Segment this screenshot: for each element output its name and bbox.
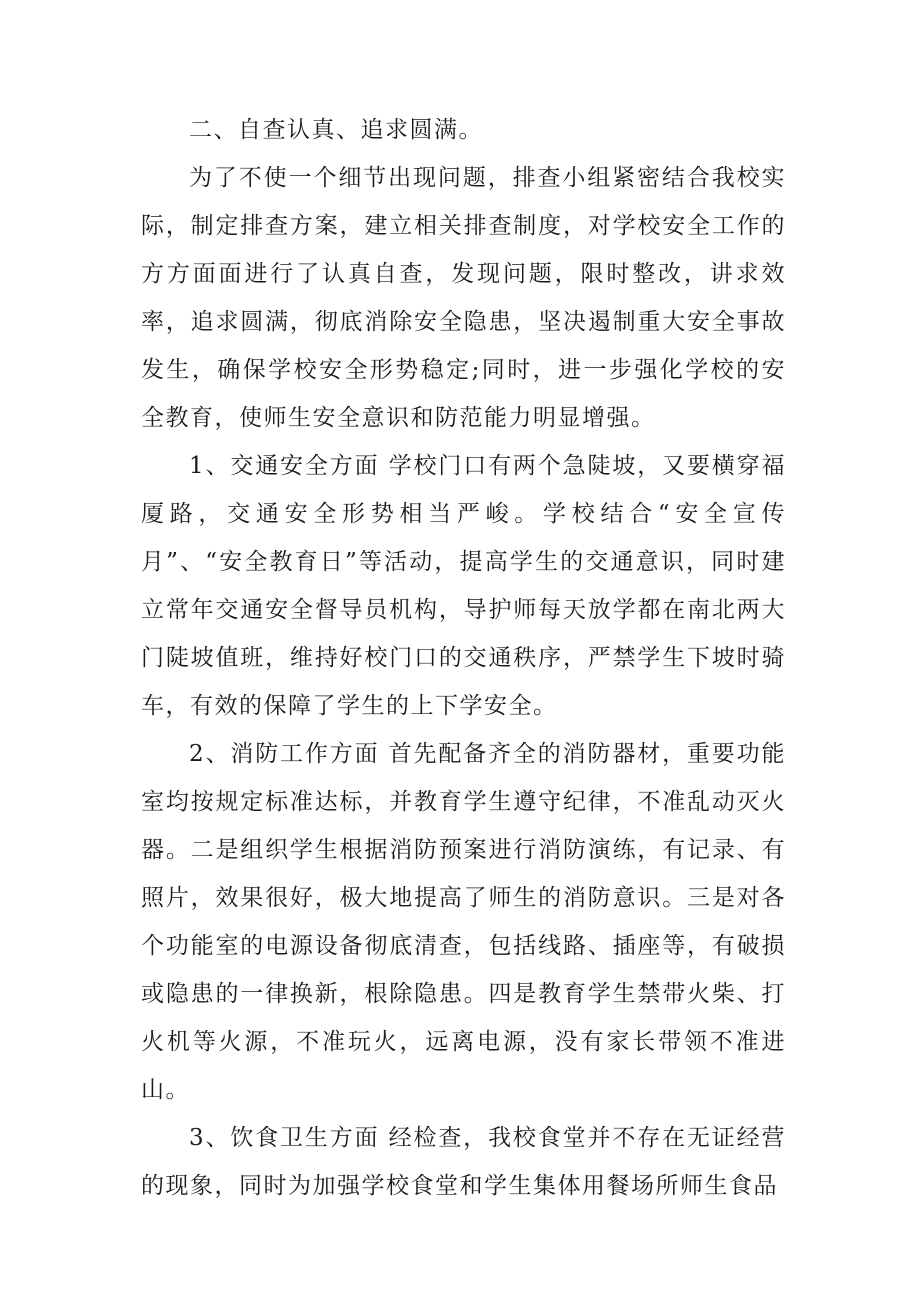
paragraph-fire-safety: 2、消防工作方面 首先配备齐全的消防器材，重要功能室均按规定标准达标，并教育学生遵守纪律，不准乱动灭火器。二是组织学生根据消防预案进行消防演练，有记录、有照片，效果很好，极大地提高了师生的消防意识。三是对各个功能室的电源设备彻底清查，包括线路、插座等，有破损或隐患的一律换新，根除隐患。四是教育学生禁带火柴、打火机等火源，不准玩火，远离电源，没有家长带领不准进山。 <box>141 741 786 1103</box>
section-heading: 二、自查认真、追求圆满。 <box>189 117 483 143</box>
document-body <box>141 106 786 1210</box>
paragraph-traffic-safety: 1、交通安全方面 学校门口有两个急陡坡，又要横穿福厦路，交通安全形势相当严峻。学校结合“安全宣传月”、“安全教育日”等活动，提高学生的交通意识，同时建立常年交通安全督导员机构，导护师每天放学都在南北两大门陡坡值班，维持好校门口的交通秩序，严禁学生下坡时骑车，有效的保障了学生的上下学安全。 <box>141 453 786 719</box>
paragraph-intro: 为了不使一个细节出现问题，排查小组紧密结合我校实际，制定排查方案，建立相关排查制度，对学校安全工作的方方面面进行了认真自查，发现问题，限时整改，讲求效率，追求圆满，彻底消除安全隐患，坚决遏制重大安全事故发生，确保学校安全形势稳定;同时，进一步强化学校的安全教育，使师生安全意识和防范能力明显增强。 <box>141 165 786 431</box>
paragraph-food-hygiene: 3、饮食卫生方面 经检查，我校食堂并不存在无证经营的现象，同时为加强学校食堂和学生集体用餐场所师生食品 <box>141 1125 786 1199</box>
